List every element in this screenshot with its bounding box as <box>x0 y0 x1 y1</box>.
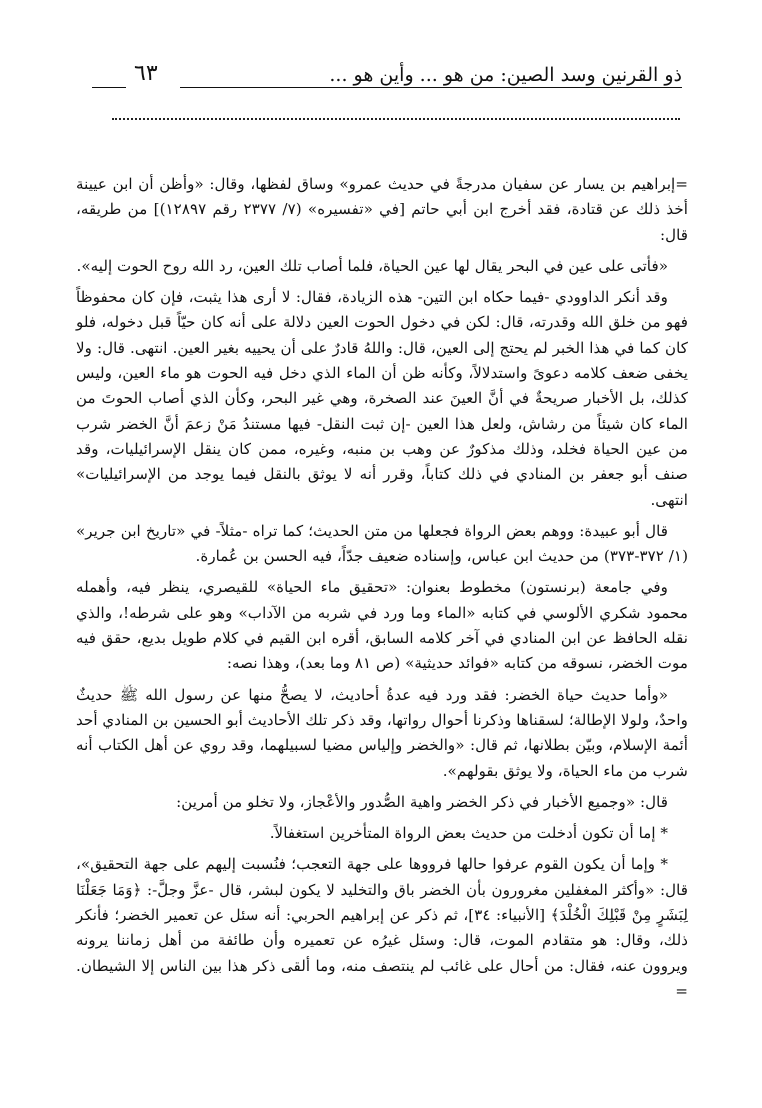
page-number: ٦٣ <box>134 61 158 86</box>
paragraph-9: * وإما أن يكون القوم عرفوا حالها فرووها على جهة التعجب؛ فنُسبت إليهم على جهة التحقيق»، قال: «وأكثر المغفلين مغرورون بأن الخضر باق والتخليد لا يكون لبشر، قال -عزَّ وجلَّ-: ﴿وَمَا جَعَلْنَا لِبَشَرٍ مِنْ قَبْلِكَ الْخُلْدَ﴾ [الأنبياء: ٣٤]، ثم ذكر عن إبراهيم الحربي: أنه سئل عن تعمير الخضر؛ فأنكر ذلك، وقال: هو متقادم الموت، قال: وسئل غيرُه عن تعميره وأن طائفة من أهل زماننا يرونه ويروون عنه، فقال: من أحال على غائب لم ينتصف منه، وما ألقى ذكر هذا بين الناس إلا الشيطان. = <box>76 855 689 1000</box>
header-rule-left <box>92 87 126 88</box>
paragraph-4: قال أبو عبيدة: ووهم بعض الرواة فجعلها من متن الحديث؛ كما تراه -مثلاً- في «تاريخ ابن جرير» (١/ ٣٧٢-٣٧٣) من حديث ابن عباس، وإسناده ضعيف جدّاً، فيه الحسن بن عُمارة. <box>76 521 688 566</box>
paragraph-5: وفي جامعة (برنستون) مخطوط بعنوان: «تحقيق ماء الحياة» للقيصري، ينظر فيه، وأهمله محمود شكري الألوسي في كتابه «الماء وما ورد في شربه من الآداب» وهو على شرطه!، والذي نقله الحافظ عن ابن المنادي في آخر كلامه السابق، أقره ابن القيم في كلام طويل بديع، حقق فيه موت الخضر، نسوقه من كتابه «فوائد حديثية» (ص ٨١ وما بعد)، وهذا نصه: <box>76 578 688 673</box>
body-text <box>76 172 688 1010</box>
paragraph-2: «فأتى على عين في البحر يقال لها عين الحياة، فلما أصاب تلك العين، رد الله روح الحوت إليه». <box>76 256 668 275</box>
page-header <box>92 62 682 92</box>
paragraph-7: قال: «وجميع الأخبار في ذكر الخضر واهية الصُّدور والأعْجاز، ولا تخلو من أمرين: <box>176 792 668 811</box>
dotted-separator <box>112 118 680 120</box>
paragraph-3: وقد أنكر الداوودي -فيما حكاه ابن التين- هذه الزيادة، فقال: لا أرى هذا يثبت، فإن كان محفوظاً فهو من خلق الله وقدرته، قال: لكن في دخول الحوت العين دلالة على أنه كان حيّاً قبل دخوله، فلو كان كما في هذا الخبر لم يحتج إلى العين، قال: واللهُ قادرٌ على أن يحييه بغير العين. انتهى. قال: ولا يخفى ضعف كلامه دعوىً واستدلالاً، وكأنه ظن أن الماء الذي دخل فيه الحوت هو ماء العين، وليس كذلك، بل الأخبار صريحةٌ في أنَّ العينَ عند الصخرة، وهي غير البحر، وكأن الذي أصاب الحوتَ من الماء كان شيئاً من رشاش، ولعل هذا العين -إن ثبت النقل- فيها مستندُ مَنْ زعمَ أنَّ الخضر شرب من عين الحياة فخلد، وذلك مذكورٌ عن وهب بن منبه، وغيره، ممن كان ينقل الإسرائيليات، وقد صنف أبو جعفر بن المنادي في ذلك كتاباً، وقرر أنه لا يوثق بالنقل فيما يوجد من الإسرائيليات» انتهى. <box>76 288 688 509</box>
paragraph-8: * إما أن تكون أدخلت من حديث بعض الرواة المتأخرين استغفالاً. <box>269 824 668 843</box>
running-title: ذو القرنين وسد الصين: من هو ... وأين هو ... <box>329 64 682 86</box>
paragraph-1: =إبراهيم بن يسار عن سفيان مدرجةً في حديث عمرو» وساق لفظها، وقال: «وأظن أن ابن عيينة أخذ ذلك عن قتادة، فقد أخرج ابن أبي حاتم [في «تفسيره» (٧/ ٢٣٧٧ رقم ١٢٨٩٧)] من طريقه، قال: <box>76 175 689 244</box>
paragraph-6: «وأما حديث حياة الخضر: فقد ورد فيه عدةُ أحاديث، لا يصحُّ منها عن رسول الله ﷺ حديثٌ واحدٌ، ولولا الإطالة؛ لسقناها وذكرنا أحوال رواتها، وقد ذكر تلك الأحاديث أبو الحسين بن المنادي أحد أئمة الإسلام، وبيّن بطلانها، ثم قال: «والخضر وإلياس مضيا لسبيلهما، وقد روي عن أهل الكتاب أنه شرب من ماء الحياة، ولا يوثق بقولهم». <box>76 685 688 780</box>
header-rule-right <box>180 87 682 88</box>
